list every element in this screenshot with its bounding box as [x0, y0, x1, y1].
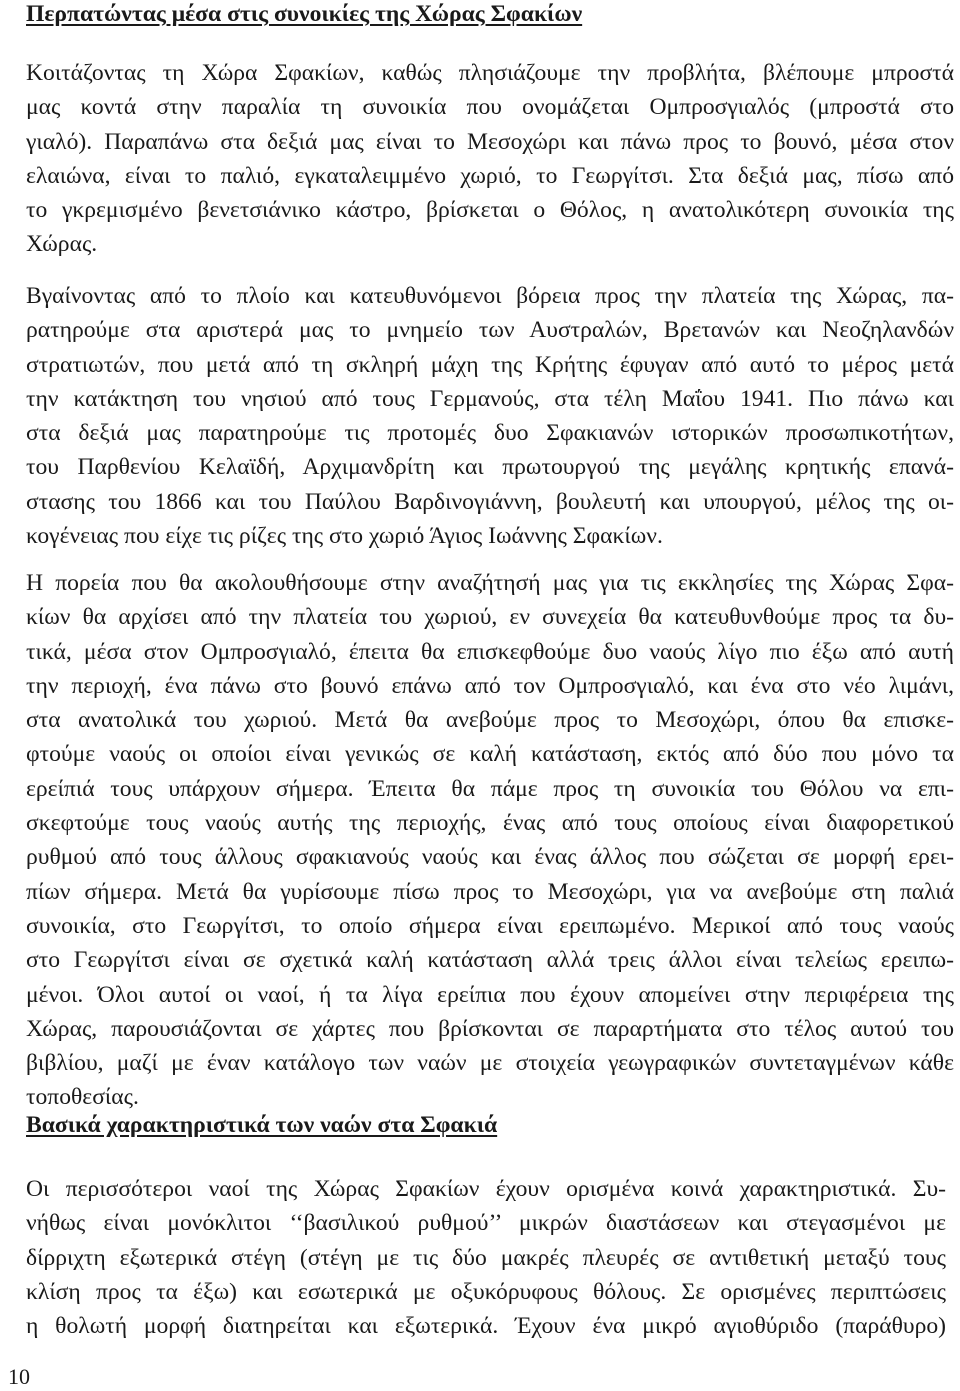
text-line: του Παρθενίου Κελαϊδή, Αρχιμανδρίτη και πρωτουργού της μεγάλης κρητικής επανά-	[26, 454, 954, 481]
text-line: Η πορεία που θα ακολουθήσουμε στην αναζήτησή μας για τις εκκλησίες της Χώρας Σφα-	[26, 570, 954, 596]
text-line: νήθως είναι μονόκλιτοι ‘‘βασιλικού ρυθμού’’ μικρών διαστάσεων και στεγασμένοι με	[26, 1210, 946, 1237]
section-heading-characteristics: Βασικά χαρακτηριστικά των ναών στα Σφακιά	[26, 1112, 498, 1138]
text-line: τικά, μέσα στον Ομπροσγιαλό, έπειτα θα επισκεφθούμε δυο ναούς λίγο πιο έξω από αυτή	[26, 638, 954, 665]
text-line: Βγαίνοντας από το πλοίο και κατευθυνόμενοι βόρεια προς την πλατεία της Χώρας, πα-	[26, 283, 954, 309]
paragraph-monument	[26, 279, 954, 553]
text-line: δίρριχτη εξωτερικά στέγη (στέγη με τις δύο μακρές πλευρές σε αντιθετική μεταξύ τους	[26, 1244, 946, 1271]
text-line: φτούμε ναούς οι οποίοι είναι γενικώς σε καλή κατάσταση, εκτός από δύο που μόνο τα	[26, 741, 954, 768]
text-line: μένοι. Όλοι αυτοί οι ναοί, ή τα λίγα ερείπια που έχουν απομείνει στην περιφέρεια της	[26, 981, 954, 1008]
text-line: πίων σήμερα. Μετά θα γυρίσουμε πίσω προς το Μεσοχώρι, για να ανεβούμε στη παλιά	[26, 878, 954, 905]
text-line: στα ανατολικά του χωριού. Μετά θα ανεβούμε προς το Μεσοχώρι, όπου θα επισκε-	[26, 707, 954, 734]
text-line: στρατιωτών, που μετά από τη σκληρή μάχη της Κρήτης έφυγαν από αυτό το μέρος μετά	[26, 351, 954, 378]
text-line: ερείπιά τους υπάρχουν σήμερα. Έπειτα θα πάμε προς τη συνοικία του Θόλου να επι-	[26, 775, 954, 802]
section-heading-neighborhoods: Περπατώντας μέσα στις συνοικίες της Χώρας Σφακίων	[26, 1, 583, 27]
text-line: ελαιώνα, είναι το παλιό, εγκαταλειμμένο χωριό, το Γεωργίτσι. Στα δεξιά μας, πίσω από	[26, 162, 954, 189]
text-line: ρυθμού από τους άλλους σφακιανούς ναούς και ένας άλλος που σώζεται σε μορφή ερει-	[26, 844, 954, 871]
text-line: στο Γεωργίτσι είναι σε σχετικά καλή κατάσταση αλλά τρεις άλλοι είναι τελείως ερειπω-	[26, 947, 954, 974]
text-line: μας κοντά στην παραλία τη συνοικία που ονομάζεται Ομπροσγιαλός (μπροστά στο	[26, 94, 954, 121]
text-line: η θολωτή μορφή διατηρείται και εξωτερικά. Έχουν ένα μικρό αγιοθύριδο (παράθυρο)	[26, 1313, 946, 1340]
paragraph-route	[26, 566, 954, 1115]
paragraph-characteristics	[26, 1172, 946, 1343]
text-line: Χώρας.	[26, 231, 98, 258]
text-line: σκεφτούμε τους ναούς αυτής της περιοχής, ένας από τους οποίους είναι διαφορετικού	[26, 810, 954, 837]
text-line: βιβλίου, μαζί με έναν κατάλογο των ναών με στοιχεία γεωγραφικών συντεταγμένων κάθε	[26, 1050, 954, 1077]
text-line: κογένειας που είχε τις ρίζες της στο χωριό Άγιος Ιωάννης Σφακίων.	[26, 523, 663, 550]
text-line: κλίση προς τα έξω) και εσωτερικά με οξυκόρυφους θόλους. Σε ορισμένες περιπτώσεις	[26, 1278, 946, 1305]
text-line: συνοικία, στο Γεωργίτσι, το οποίο σήμερα είναι ερειπωμένο. Μερικοί από τους ναούς	[26, 912, 954, 939]
text-line: στασης του 1866 και του Παύλου Βαρδινογιάννη, βουλευτή και υπουργού, μέλος της οι-	[26, 488, 954, 515]
text-line: ρατηρούμε στα αριστερά μας το μνημείο των Αυστραλών, Βρετανών και Νεοζηλανδών	[26, 317, 954, 344]
page-number: 10	[8, 1364, 30, 1389]
text-line: κίων θα αρχίσει από την πλατεία του χωριού, εν συνεχεία θα κατευθυνθούμε προς τα δυ-	[26, 604, 954, 631]
text-line: στα δεξιά μας παρατηρούμε τις προτομές δυο Σφακιανών ιστορικών προσωπικοτήτων,	[26, 420, 954, 447]
text-line: Χώρας, παρουσιάζονται σε χάρτες που βρίσκονται σε παραρτήματα στο τέλος αυτού του	[26, 1015, 954, 1042]
text-line: Οι περισσότεροι ναοί της Χώρας Σφακίων έχουν ορισμένα κοινά χαρακτηριστικά. Συ-	[26, 1176, 946, 1202]
text-line: γιαλό). Παραπάνω στα δεξιά μας είναι το Μεσοχώρι και πάνω προς το βουνό, μέσα στον	[26, 128, 954, 155]
text-line: τοποθεσίας.	[26, 1084, 139, 1111]
text-line: το γκρεμισμένο βενετσιάνικο κάστρο, βρίσκεται ο Θόλος, η ανατολικότερη συνοικία της	[26, 197, 954, 224]
text-line: Κοιτάζοντας τη Χώρα Σφακίων, καθώς πλησιάζουμε την προβλήτα, βλέπουμε μπροστά	[26, 60, 954, 86]
text-line: την κατάκτηση του νησιού από τους Γερμανούς, στα τέλη Μαΐου 1941. Πιο πάνω και	[26, 385, 954, 412]
text-line: την περιοχή, ένα πάνω στο βουνό επάνω από τον Ομπροσγιαλό, και ένα στο νέο λιμάνι,	[26, 672, 954, 699]
paragraph-intro	[26, 56, 954, 262]
